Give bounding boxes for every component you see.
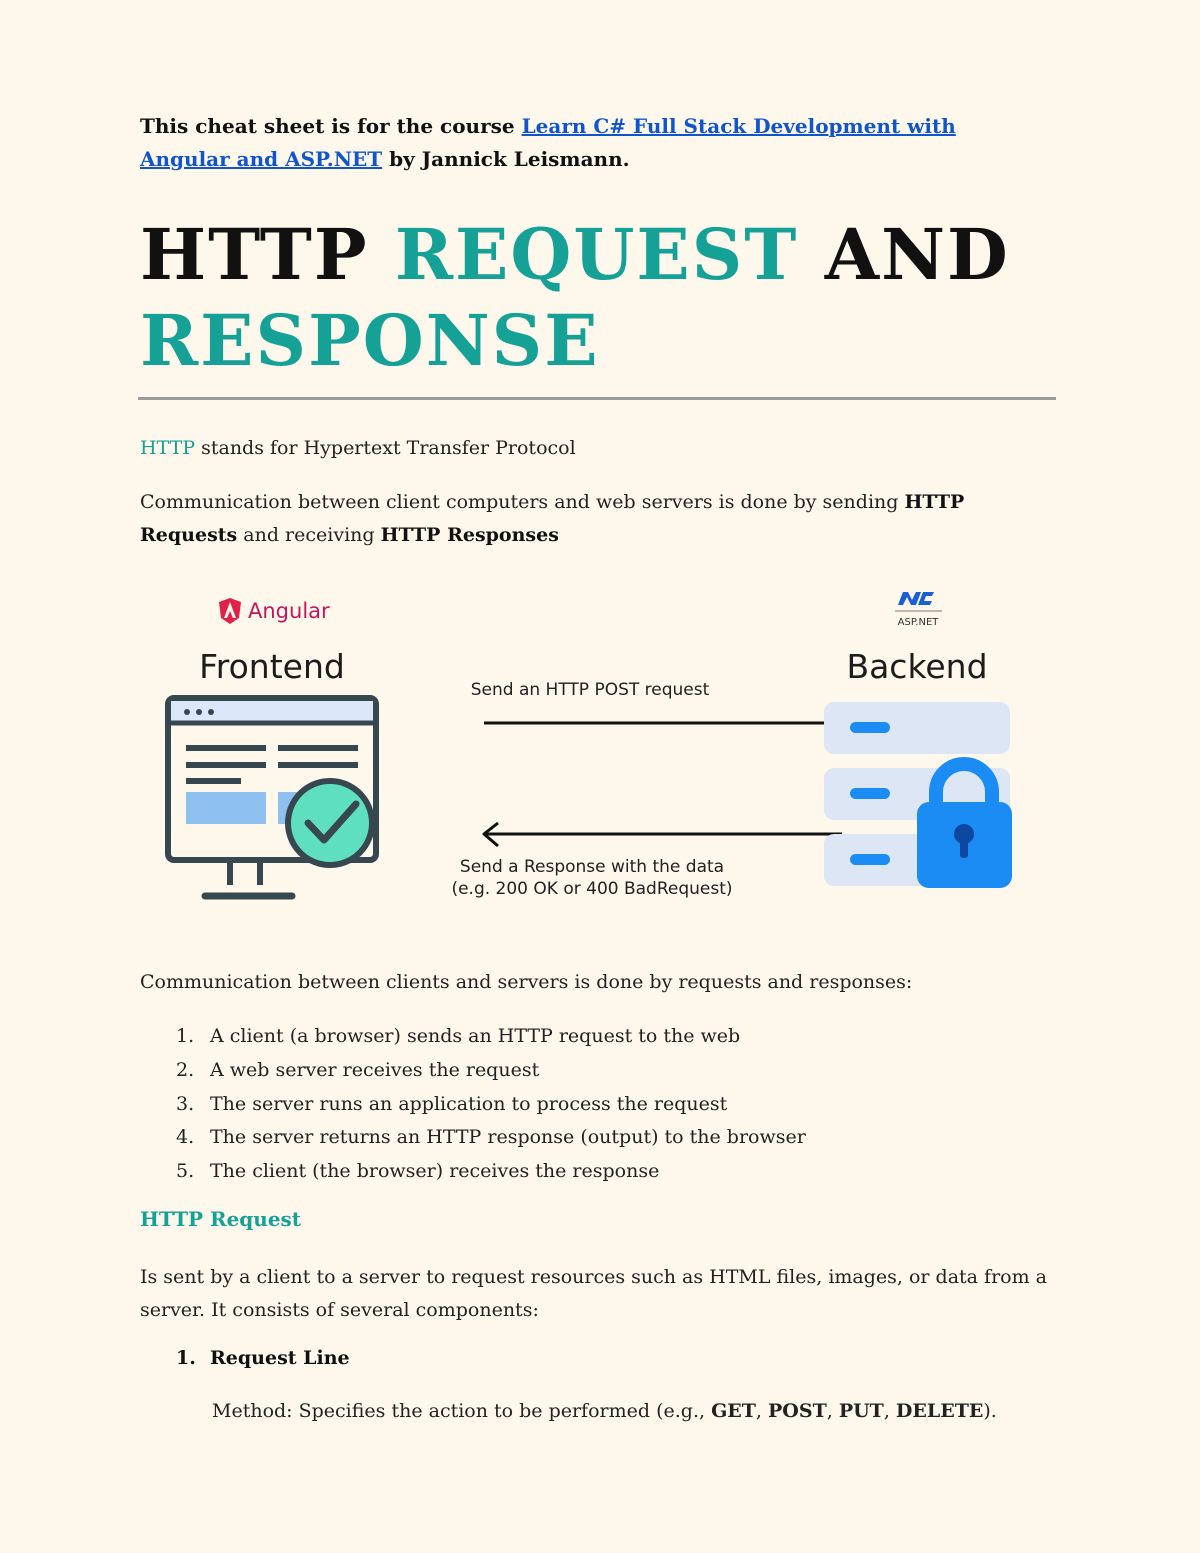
communication-text-1: Communication between client computers and web servers is done by sending	[140, 491, 905, 513]
backend-label: Backend	[846, 647, 988, 686]
angular-logo-text: Angular	[248, 599, 330, 623]
request-response-diagram	[160, 580, 1040, 920]
aspnet-logo-text: ASP.NET	[897, 617, 939, 628]
intro-prefix: This cheat sheet is for the course	[140, 114, 522, 138]
dotnet-icon	[898, 592, 934, 605]
method-put: PUT	[838, 1400, 884, 1422]
method-post: POST	[768, 1400, 827, 1422]
title-divider	[138, 397, 1056, 400]
steps-list	[140, 1020, 1040, 1189]
communication-paragraph	[140, 486, 1055, 552]
steps-intro: Communication between clients and servers is done by requests and responses:	[140, 971, 913, 993]
method-get: GET	[711, 1400, 756, 1422]
list-item: 2. A web server receives the request	[176, 1058, 540, 1081]
list-item: 5. The client (the browser) receives the response	[176, 1160, 660, 1183]
response-label-line1: Send a Response with the data	[459, 857, 725, 877]
arrow-left-icon	[484, 823, 842, 846]
http-definition	[140, 432, 1055, 465]
communication-bold-responses: HTTP Responses	[380, 524, 559, 546]
list-item: 4. The server returns an HTTP response (output) to the browser	[176, 1126, 806, 1149]
intro-suffix: by Jannick Leismann.	[382, 147, 630, 171]
arrow-right-icon	[484, 712, 840, 735]
method-delete: DELETE	[895, 1400, 984, 1422]
angular-icon	[219, 598, 241, 624]
frontend-label: Frontend	[199, 647, 345, 686]
intro-text	[140, 110, 1040, 176]
http-request-heading: HTTP Request	[140, 1207, 302, 1231]
http-request-description: Is sent by a client to a server to request resources such as HTML files, images, or data from a server. It consists of several components:	[140, 1266, 1047, 1321]
title-word-http: HTTP	[140, 213, 395, 296]
http-term: HTTP	[140, 437, 196, 459]
http-definition-text: stands for Hypertext Transfer Protocol	[195, 437, 576, 459]
list-item: 3. The server runs an application to process the request	[176, 1092, 728, 1115]
title-word-request: REQUEST	[394, 213, 799, 296]
method-description: Method: Specifies the action to be performed (e.g., GET, POST, PUT, DELETE).	[212, 1400, 997, 1422]
list-item: 1. A client (a browser) sends an HTTP request to the web	[176, 1025, 741, 1047]
request-line-item: 1. Request Line	[176, 1347, 350, 1369]
communication-bold-requests: HTTP Requests	[140, 491, 965, 546]
checkmark-icon	[288, 781, 372, 865]
title-word-and: AND	[798, 213, 1010, 296]
course-link[interactable]: Learn C# Full Stack Development with Angular and ASP.NET	[140, 114, 956, 171]
communication-text-2: and receiving	[237, 524, 381, 546]
request-line-title: Request Line	[210, 1347, 350, 1369]
title-word-response: RESPONSE	[140, 299, 600, 382]
request-label: Send an HTTP POST request	[470, 680, 710, 700]
page-title	[140, 212, 1058, 384]
response-label-line2: (e.g. 200 OK or 400 BadRequest)	[451, 879, 733, 899]
